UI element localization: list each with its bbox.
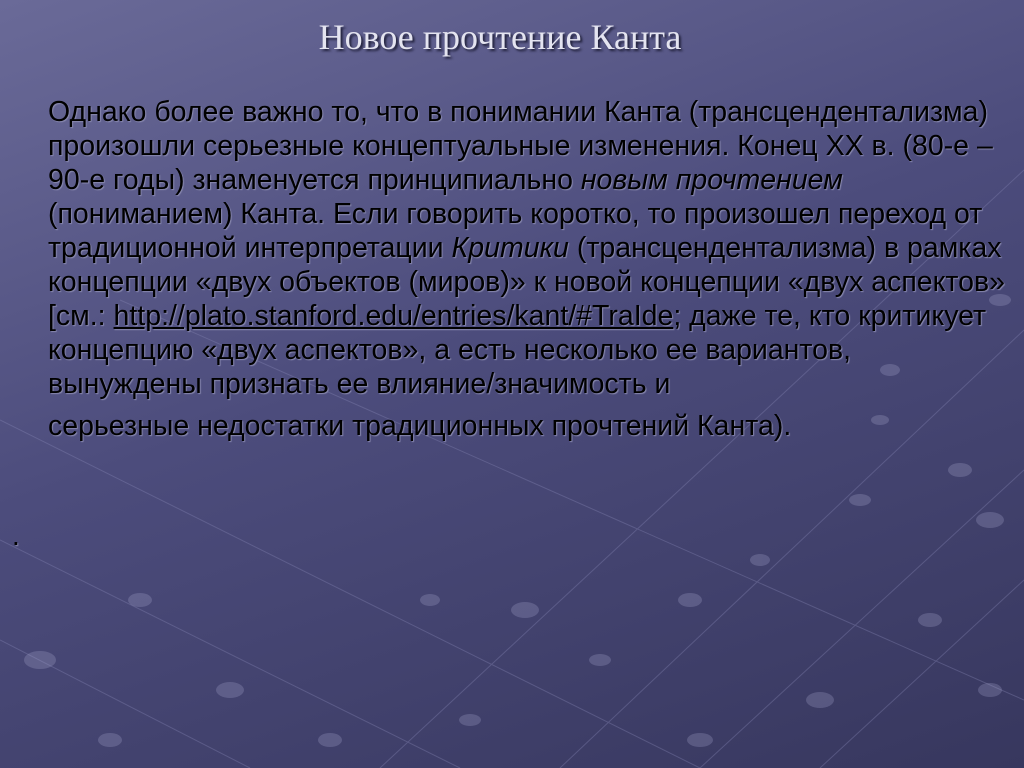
paragraph-text-3: (трансцендентализма) в рамках концепции «двух объектов (миров)» к новой концепции «двух аспектов» [см.: — [48, 232, 1005, 332]
slide-title: Новое прочтение Канта — [318, 17, 682, 57]
paragraph-last-line: серьезные недостатки традиционных прочтений Канта). — [48, 410, 792, 442]
paragraph-text-1: Однако более важно то, что в понимании Канта (трансцендентализма) произошли серьезные концептуальные изменения. Конец ХХ в. (80-е – 90-е годы) знаменуется принципиально — [48, 96, 993, 196]
emphasis-critique: Критики — [451, 232, 569, 264]
body-paragraph — [48, 95, 1008, 443]
paragraph-text-4: ; даже те, кто критикует концепцию «двух аспектов», а есть несколько ее вариантов, вынуждены признать ее влияние/значимость и — [48, 300, 987, 400]
paragraph-text-2: (пониманием) Канта. Если говорить коротко, то произошел переход от традиционной интерпретации — [48, 198, 983, 264]
emphasis-new-reading: новым прочтением — [580, 164, 843, 196]
stanford-link[interactable]: http://plato.stanford.edu/entries/kant/#TraIde — [113, 300, 674, 332]
stray-period: . — [12, 520, 20, 551]
